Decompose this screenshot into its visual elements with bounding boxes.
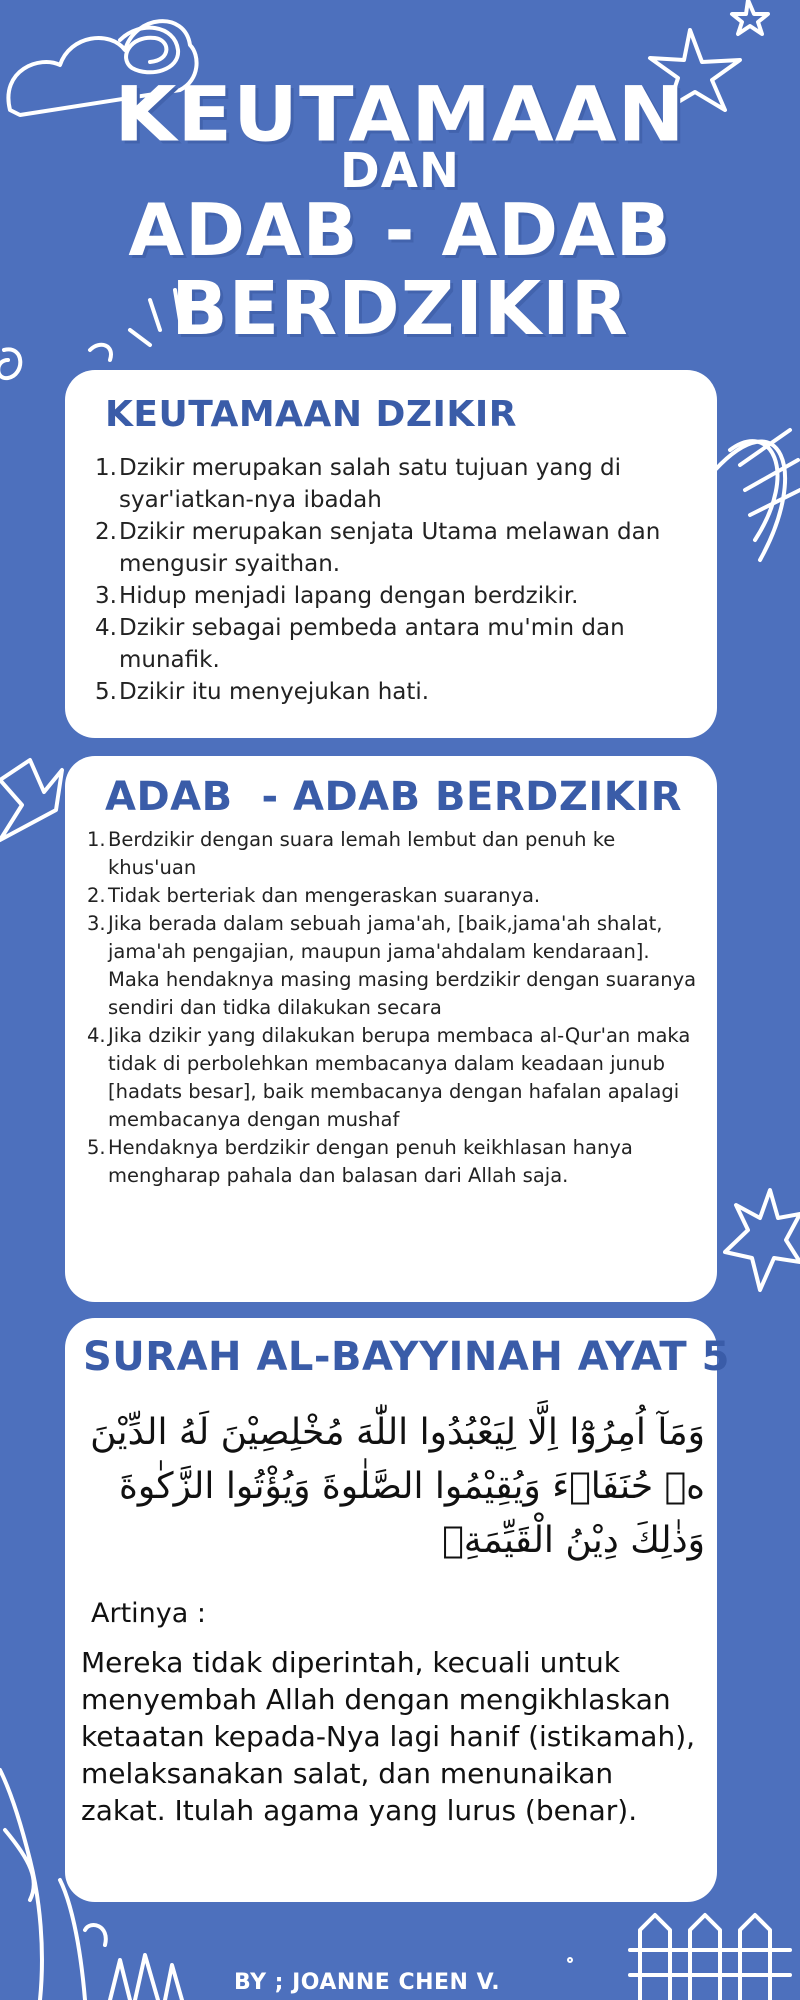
item-number: 5.	[87, 1136, 106, 1159]
star-doodle-right	[725, 1190, 800, 1290]
item-text: Jika dzikir yang dilakukan berupa membaca al-Qur'an maka tidak di perbolehkan membacanya dalam keadaan junub [hadats besar], baik membacanya dengan hafalan apalagi membacanya dengan mushaf	[108, 1024, 691, 1131]
keutamaan-card	[65, 370, 717, 738]
list-item	[87, 826, 697, 882]
item-number: 2.	[95, 519, 117, 545]
surah-heading: SURAH AL-BAYYINAH AYAT 5	[83, 1334, 730, 1380]
author-credit: BY ; JOANNE CHEN V.	[234, 1970, 501, 1995]
list-item	[95, 580, 700, 612]
grass-doodle	[110, 1955, 182, 2000]
item-number: 3.	[87, 912, 106, 935]
item-text: Hendaknya berdzikir dengan penuh keikhlasan hanya mengharap pahala dan balasan dari Allah saja.	[108, 1136, 633, 1187]
item-text: Dzikir sebagai pembeda antara mu'min dan munafik.	[119, 615, 625, 673]
adab-list	[87, 826, 697, 1190]
list-item	[87, 1134, 697, 1190]
list-item	[95, 676, 700, 708]
item-text: Dzikir itu menyejukan hati.	[119, 679, 430, 705]
list-item	[95, 452, 700, 516]
item-text: Hidup menjadi lapang dengan berdzikir.	[119, 583, 579, 609]
fence-doodle	[630, 1915, 790, 2000]
arabic-verse: وَمَآ اُمِرُوْٓا اِلَّا لِيَعْبُدُوا اللّٰهَ مُخْلِصِيْنَ لَهُ الدِّيْنَ ەۙ حُنَفَاۤءَ وَيُقِيْمُوا الصَّلٰوةَ وَيُؤْتُوا الزَّكٰوةَ وَذٰلِكَ دِيْنُ الْقَيِّمَةِۗ	[90, 1412, 705, 1561]
list-item	[87, 910, 697, 1022]
list-item	[95, 516, 700, 580]
adab-heading: ADAB - ADAB BERDZIKIR	[105, 774, 682, 820]
surah-card	[65, 1318, 730, 1902]
star-doodle-left	[0, 760, 62, 840]
title-line-3: ADAB - ADAB	[128, 188, 672, 272]
star-doodle-small	[732, 0, 768, 34]
title-line-1: KEUTAMAAN	[114, 70, 686, 159]
item-number: 5.	[95, 679, 117, 705]
list-item	[95, 612, 700, 676]
title-line-4: BERDZIKIR	[171, 266, 629, 352]
item-text: Berdzikir dengan suara lemah lembut dan penuh ke khus'uan	[108, 828, 616, 879]
adab-card	[65, 756, 717, 1302]
item-number: 1.	[87, 828, 106, 851]
item-text: Tidak berteriak dan mengeraskan suaranya.	[108, 884, 541, 907]
item-number: 3.	[95, 583, 117, 609]
keutamaan-list	[95, 452, 700, 708]
verse-translation: Mereka tidak diperintah, kecuali untuk menyembah Allah dengan mengikhlaskan ketaatan kepada-Nya lagi hanif (istikamah), melaksanakan salat, dan menunaikan zakat. Itulah agama yang lurus (benar).	[81, 1646, 696, 1827]
feather-doodle	[715, 430, 800, 560]
item-text: Dzikir merupakan salah satu tujuan yang di syar'iatkan-nya ibadah	[119, 455, 621, 513]
item-text: Jika berada dalam sebuah jama'ah, [baik,jama'ah shalat, jama'ah pengajian, maupun jama'ahdalam kendaraan]. Maka hendaknya masing masing berdzikir dengan suaranya sendiri dan tidka dilakukan secara	[108, 912, 697, 1019]
item-number: 4.	[87, 1024, 106, 1047]
star-outline-bottom	[569, 1959, 571, 1961]
scribble-doodle	[120, 28, 178, 73]
keutamaan-heading: KEUTAMAAN DZIKIR	[105, 394, 517, 435]
list-item	[87, 1022, 697, 1134]
item-text: Dzikir merupakan senjata Utama melawan dan mengusir syaithan.	[119, 519, 661, 577]
item-number: 1.	[95, 455, 117, 481]
artinya-label: Artinya :	[91, 1598, 206, 1629]
item-number: 4.	[95, 615, 117, 641]
title-line-2: DAN	[339, 143, 461, 199]
swirl-doodle	[0, 349, 20, 378]
list-item	[87, 882, 697, 910]
item-number: 2.	[87, 884, 106, 907]
